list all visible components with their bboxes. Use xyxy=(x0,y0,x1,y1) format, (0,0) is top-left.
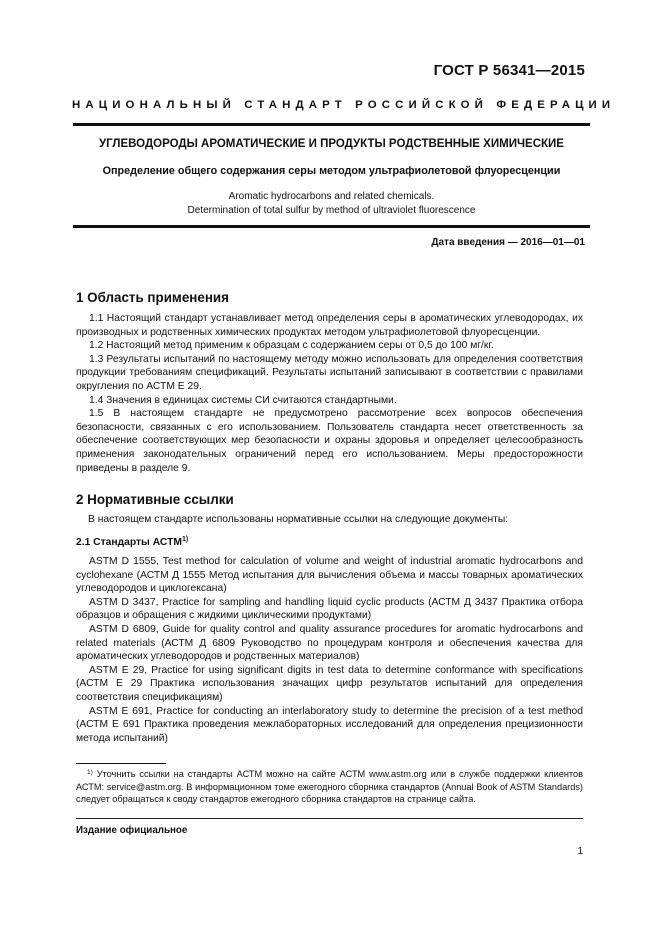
reference-astm-e29: ASTM E 29, Practice for using significant digits in test data to determine conformance with specifications (АСТМ Е 29 Практика использования значащих цифр результатов испытаний для определения соответствия спецификациям) xyxy=(76,664,583,703)
document-subtitle: Определение общего содержания серы методом ультрафиолетовой флуоресценции xyxy=(102,165,561,177)
paragraph-1-3: 1.3 Результаты испытаний по настоящему методу можно использовать для определения соответствия продукции требованиям спецификаций. Результаты испытаний записывают в соответствии с правилами округления по АСТМ Е 29. xyxy=(76,353,583,392)
section-2-intro: В настоящем стандарте использованы нормативные ссылки на следующие документы: xyxy=(88,514,509,525)
footer-rule xyxy=(76,818,583,819)
title-bottom-rule xyxy=(73,225,590,228)
english-title xyxy=(73,190,590,218)
reference-astm-d3437: ASTM D 3437, Practice for sampling and handling liquid cyclic products (АСТМ Д 3437 Практика отбора образцов и обращения с жидкими циклическими продуктами) xyxy=(76,596,583,622)
subsection-2-1-title: 2.1 Стандарты АСТМ xyxy=(76,537,182,548)
footnote-text: Уточнить ссылки на стандарты АСТМ можно на сайте АСТМ www.astm.org или в службе поддержки клиентов АСТМ: service@astm.org. В информационном томе ежегодного сборника стандартов (Annual Book of ASTM Standards) следует обращаться к своду стандартов ежегодного сборника стандартов на странице сайта. xyxy=(76,769,583,804)
english-title-line-1: Aromatic hydrocarbons and related chemicals. xyxy=(228,191,435,202)
section-2-heading: 2 Нормативные ссылки xyxy=(76,492,234,507)
footnote-ref: 1) xyxy=(181,536,189,543)
paragraph-1-1: 1.1 Настоящий стандарт устанавливает метод определения серы в ароматических углеводородах, их производных и родственных химических продуктах методом ультрафиолетовой флуоресценции. xyxy=(76,313,583,338)
national-standard-banner: НАЦИОНАЛЬНЫЙ СТАНДАРТ РОССИЙСКОЙ ФЕДЕРАЦИИ xyxy=(72,99,616,111)
footnote-marker: 1) xyxy=(87,769,93,776)
paragraph-1-5: 1.5 В настоящем стандарте не предусмотрено рассмотрение всех вопросов обеспечения безопасности, связанных с его использованием. Пользователь стандарта несет ответственность за обеспечение соответствующих мер безопасности и охраны здоровья и определяет целесообразность применения законодательных ограничений перед его использованием. Меры предосторожности приведены в разделе 9. xyxy=(76,408,583,474)
official-edition-label: Издание официальное xyxy=(76,825,188,836)
section-1-heading: 1 Область применения xyxy=(76,290,229,305)
introduction-date: Дата введения — 2016—01—01 xyxy=(431,237,585,248)
reference-astm-d1555: ASTM D 1555, Test method for calculation of volume and weight of industrial aromatic hydrocarbons and cyclohexane (АСТМ Д 1555 Метод испытания для вычисления объема и массы товарных ароматических углеводородов и циклогексана) xyxy=(76,556,583,595)
subsection-2-1-heading xyxy=(76,536,188,548)
footnote xyxy=(76,767,583,806)
top-rule xyxy=(73,123,590,126)
astm-references xyxy=(76,555,583,745)
section-1-body xyxy=(76,312,583,475)
standard-number: ГОСТ Р 56341—2015 xyxy=(433,62,585,79)
paragraph-1-4: 1.4 Значения в единицах системы СИ считаются стандартными. xyxy=(89,394,397,406)
page-number: 1 xyxy=(577,846,583,857)
paragraph-1-2: 1.2 Настоящий метод применим к образцам с содержанием серы от 0,5 до 100 мг/кг. xyxy=(89,340,494,352)
reference-astm-e691: ASTM E 691, Practice for conducting an interlaboratory study to determine the precision of a test method (АСТМ Е 691 Практика проведения межлабораторных исследований для определения прецизионности метода испытаний) xyxy=(76,705,583,744)
footnote-rule xyxy=(76,763,166,764)
document-title: УГЛЕВОДОРОДЫ АРОМАТИЧЕСКИЕ И ПРОДУКТЫ РОДСТВЕННЫЕ ХИМИЧЕСКИЕ xyxy=(99,138,564,150)
reference-astm-d6809: ASTM D 6809, Guide for quality control and quality assurance procedures for aromatic hydrocarbons and related materials (АСТМ Д 6809 Руководство по процедурам контроля и обеспечения качества для ароматических углеводородов и родственных материалов) xyxy=(76,623,583,663)
english-title-line-2: Determination of total sulfur by method of ultraviolet fluorescence xyxy=(187,205,476,216)
